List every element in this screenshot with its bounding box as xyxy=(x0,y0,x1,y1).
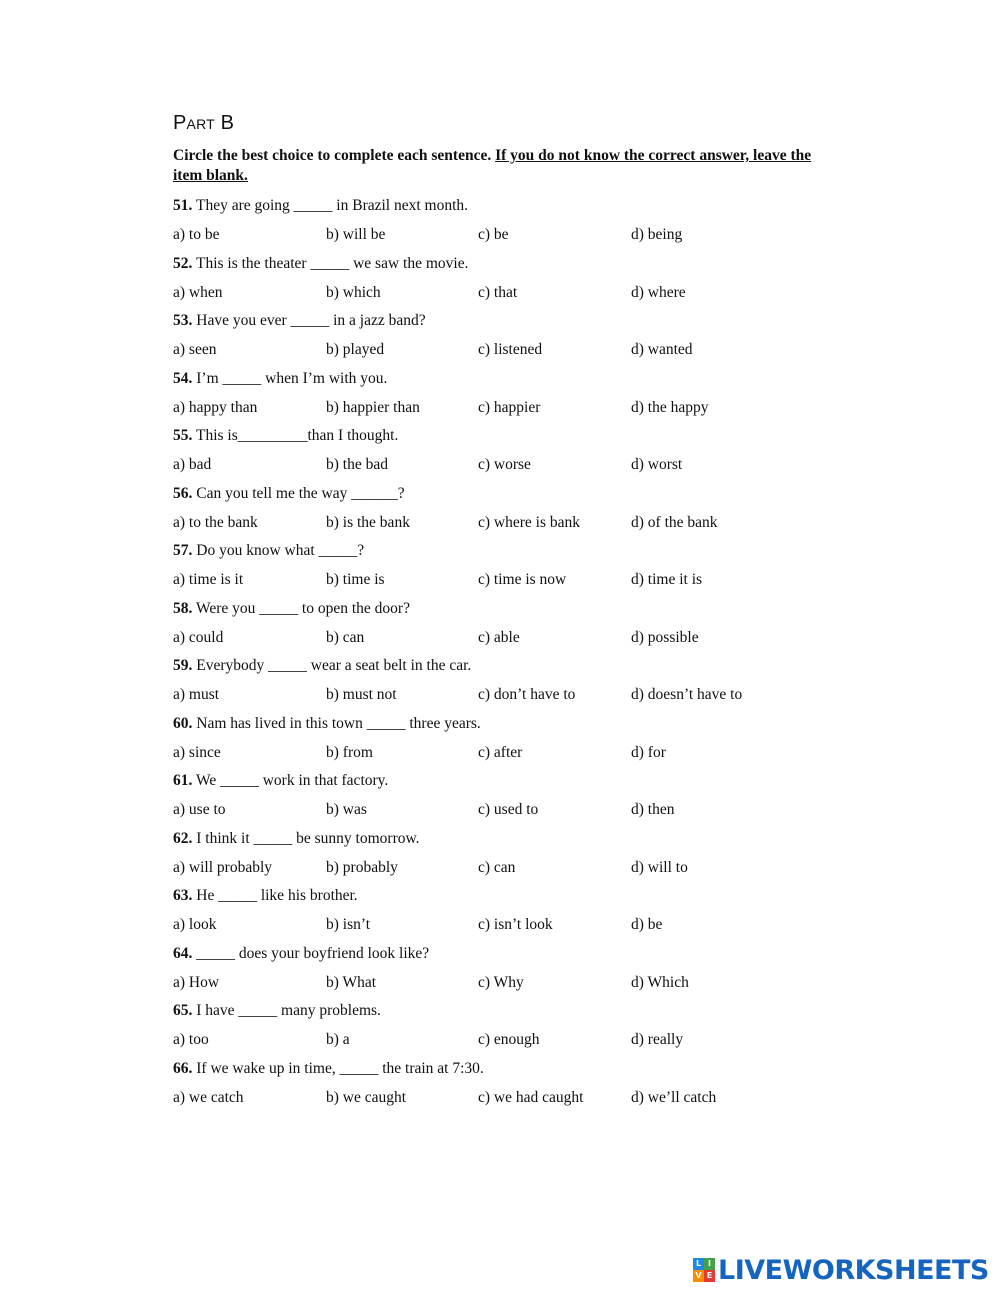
question-stem xyxy=(173,599,813,628)
question-number: 51. xyxy=(173,197,193,214)
question-number: 60. xyxy=(173,714,193,732)
answer-option-d[interactable]: d) be xyxy=(631,916,663,933)
question-text: We _____ work in that factory. xyxy=(192,772,389,789)
answer-option-c[interactable]: c) we had caught xyxy=(478,1088,584,1106)
question-item xyxy=(173,541,813,599)
answer-option-c[interactable]: c) don’t have to xyxy=(478,686,576,703)
part-title: Part B xyxy=(173,112,235,134)
question-text: Have you ever _____ in a jazz band? xyxy=(192,312,426,329)
instructions-underlined-text: If you do not know the correct answer, leave the item blank. xyxy=(173,147,812,184)
answer-option-b[interactable]: b) will be xyxy=(326,226,386,243)
answer-option-d[interactable]: d) then xyxy=(631,801,675,818)
answer-option-b[interactable]: b) which xyxy=(326,283,381,301)
answer-options xyxy=(173,225,813,254)
instructions xyxy=(173,146,813,186)
answer-option-d[interactable]: d) time it is xyxy=(631,571,703,588)
question-stem xyxy=(173,656,813,685)
answer-option-a[interactable]: a) we catch xyxy=(173,1088,244,1106)
answer-option-a[interactable]: a) could xyxy=(173,628,224,646)
question-item xyxy=(173,599,813,657)
answer-options xyxy=(173,398,813,427)
question-stem xyxy=(173,1001,813,1030)
instructions-bold-text: Circle the best choice to complete each sentence. xyxy=(173,147,496,164)
answer-option-d[interactable]: d) the happy xyxy=(631,398,709,416)
question-item xyxy=(173,196,813,254)
answer-option-c[interactable]: c) that xyxy=(478,283,518,301)
live-badge-icon xyxy=(693,1258,715,1282)
answer-options xyxy=(173,628,813,657)
answer-options xyxy=(173,743,813,772)
answer-option-d[interactable]: d) worst xyxy=(631,456,683,473)
answer-options xyxy=(173,915,813,944)
answer-option-b[interactable]: b) isn’t xyxy=(326,916,371,933)
question-stem xyxy=(173,1059,813,1088)
question-list xyxy=(173,196,813,1116)
answer-option-c[interactable]: c) worse xyxy=(478,456,531,473)
answer-option-c[interactable]: c) can xyxy=(478,858,516,876)
answer-option-c[interactable]: c) enough xyxy=(478,1031,540,1048)
question-text: I’m _____ when I’m with you. xyxy=(192,369,388,387)
question-number: 54. xyxy=(173,369,193,387)
question-stem xyxy=(173,254,813,283)
question-text: Do you know what _____? xyxy=(192,542,365,559)
question-item xyxy=(173,714,813,772)
question-item xyxy=(173,886,813,944)
answer-option-b[interactable]: b) we caught xyxy=(326,1088,407,1106)
question-item xyxy=(173,254,813,312)
question-stem xyxy=(173,196,813,225)
question-text: Everybody _____ wear a seat belt in the car. xyxy=(192,657,472,674)
answer-option-d[interactable]: d) being xyxy=(631,226,683,243)
answer-options xyxy=(173,455,813,484)
answer-option-c[interactable]: c) where is bank xyxy=(478,513,580,531)
question-number: 52. xyxy=(173,254,193,272)
answer-option-b[interactable]: b) is the bank xyxy=(326,513,410,531)
answer-option-a[interactable]: a) when xyxy=(173,283,223,301)
answer-option-c[interactable]: c) used to xyxy=(478,801,539,818)
question-stem xyxy=(173,426,813,455)
answer-option-a[interactable]: a) bad xyxy=(173,456,212,473)
question-item xyxy=(173,1059,813,1117)
question-stem xyxy=(173,944,813,973)
answer-option-c[interactable]: c) be xyxy=(478,226,509,243)
question-text: I have _____ many problems. xyxy=(192,1002,381,1019)
question-number: 63. xyxy=(173,887,193,904)
question-number: 59. xyxy=(173,657,193,674)
answer-option-d[interactable]: d) possible xyxy=(631,628,699,646)
answer-options xyxy=(173,858,813,887)
badge-letter: L xyxy=(693,1258,704,1270)
answer-options xyxy=(173,1088,813,1117)
question-stem xyxy=(173,311,813,340)
answer-options xyxy=(173,1030,813,1059)
logo-text: LIVEWORKSHEETS xyxy=(718,1254,989,1286)
answer-option-d[interactable]: d) doesn’t have to xyxy=(631,686,743,703)
answer-option-b[interactable]: b) a xyxy=(326,1031,350,1048)
answer-option-c[interactable]: c) time is now xyxy=(478,571,567,588)
question-stem xyxy=(173,369,813,398)
answer-option-b[interactable]: b) from xyxy=(326,743,373,761)
answer-option-a[interactable]: a) seen xyxy=(173,341,217,358)
answer-option-d[interactable]: d) Which xyxy=(631,973,689,991)
answer-option-d[interactable]: d) where xyxy=(631,283,686,301)
answer-option-c[interactable]: c) listened xyxy=(478,341,543,358)
question-number: 55. xyxy=(173,427,193,444)
liveworksheets-logo xyxy=(693,1255,989,1285)
answer-option-d[interactable]: d) will to xyxy=(631,858,688,876)
answer-option-a[interactable]: a) use to xyxy=(173,801,226,818)
question-text: This is_________than I thought. xyxy=(192,427,399,444)
question-number: 61. xyxy=(173,772,193,789)
answer-option-a[interactable]: a) to be xyxy=(173,226,220,243)
question-number: 66. xyxy=(173,1059,193,1077)
question-number: 56. xyxy=(173,484,193,502)
question-number: 58. xyxy=(173,599,193,617)
answer-options xyxy=(173,513,813,542)
answer-option-d[interactable]: d) we’ll catch xyxy=(631,1088,717,1106)
answer-options xyxy=(173,973,813,1002)
answer-option-c[interactable]: c) Why xyxy=(478,973,524,991)
answer-option-a[interactable]: a) look xyxy=(173,916,217,933)
question-item xyxy=(173,944,813,1002)
question-number: 53. xyxy=(173,312,193,329)
question-item xyxy=(173,829,813,887)
answer-option-b[interactable]: b) What xyxy=(326,973,377,991)
question-text: Nam has lived in this town _____ three years. xyxy=(192,714,481,732)
answer-option-b[interactable]: b) can xyxy=(326,628,365,646)
answer-option-c[interactable]: c) happier xyxy=(478,398,541,416)
question-number: 65. xyxy=(173,1002,193,1019)
question-text: He _____ like his brother. xyxy=(192,887,358,904)
question-text: Can you tell me the way ______? xyxy=(192,484,405,502)
answer-option-b[interactable]: b) the bad xyxy=(326,456,388,473)
answer-option-a[interactable]: a) to the bank xyxy=(173,513,258,531)
question-item xyxy=(173,369,813,427)
answer-options xyxy=(173,800,813,829)
question-item xyxy=(173,484,813,542)
question-stem xyxy=(173,771,813,800)
answer-option-d[interactable]: d) really xyxy=(631,1031,684,1048)
answer-options xyxy=(173,570,813,599)
question-item xyxy=(173,426,813,484)
answer-option-a[interactable]: a) will probably xyxy=(173,858,273,876)
question-text: If we wake up in time, _____ the train at 7:30. xyxy=(192,1059,484,1077)
answer-option-b[interactable]: b) time is xyxy=(326,571,385,588)
answer-option-d[interactable]: d) wanted xyxy=(631,341,693,358)
answer-option-b[interactable]: b) was xyxy=(326,801,367,818)
answer-option-c[interactable]: c) isn’t look xyxy=(478,916,553,933)
answer-option-c[interactable]: c) after xyxy=(478,743,523,761)
badge-letter: E xyxy=(704,1270,715,1282)
answer-option-a[interactable]: a) too xyxy=(173,1031,209,1048)
answer-options xyxy=(173,685,813,714)
question-text: Were you _____ to open the door? xyxy=(192,599,410,617)
question-stem xyxy=(173,886,813,915)
answer-option-d[interactable]: d) of the bank xyxy=(631,513,718,531)
badge-letter: I xyxy=(704,1258,715,1270)
answer-option-a[interactable]: a) time is it xyxy=(173,571,244,588)
question-item xyxy=(173,311,813,369)
question-stem xyxy=(173,541,813,570)
question-stem xyxy=(173,829,813,858)
answer-options xyxy=(173,283,813,312)
question-text: This is the theater _____ we saw the movie. xyxy=(192,254,469,272)
question-item xyxy=(173,656,813,714)
question-stem xyxy=(173,714,813,743)
question-text: I think it _____ be sunny tomorrow. xyxy=(192,829,420,847)
question-item xyxy=(173,771,813,829)
question-text: They are going _____ in Brazil next month. xyxy=(192,197,469,214)
answer-option-d[interactable]: d) for xyxy=(631,743,666,761)
answer-options xyxy=(173,340,813,369)
answer-option-c[interactable]: c) able xyxy=(478,628,520,646)
answer-option-b[interactable]: b) probably xyxy=(326,858,398,876)
question-number: 64. xyxy=(173,944,193,962)
badge-letter: V xyxy=(693,1270,704,1282)
question-number: 57. xyxy=(173,542,193,559)
question-item xyxy=(173,1001,813,1059)
answer-option-a[interactable]: a) must xyxy=(173,686,220,703)
answer-option-a[interactable]: a) How xyxy=(173,973,220,991)
question-number: 62. xyxy=(173,829,193,847)
answer-option-a[interactable]: a) since xyxy=(173,743,221,761)
answer-option-a[interactable]: a) happy than xyxy=(173,398,258,416)
answer-option-b[interactable]: b) must not xyxy=(326,686,397,703)
answer-option-b[interactable]: b) played xyxy=(326,341,385,358)
answer-option-b[interactable]: b) happier than xyxy=(326,398,420,416)
question-stem xyxy=(173,484,813,513)
question-text: _____ does your boyfriend look like? xyxy=(192,944,430,962)
